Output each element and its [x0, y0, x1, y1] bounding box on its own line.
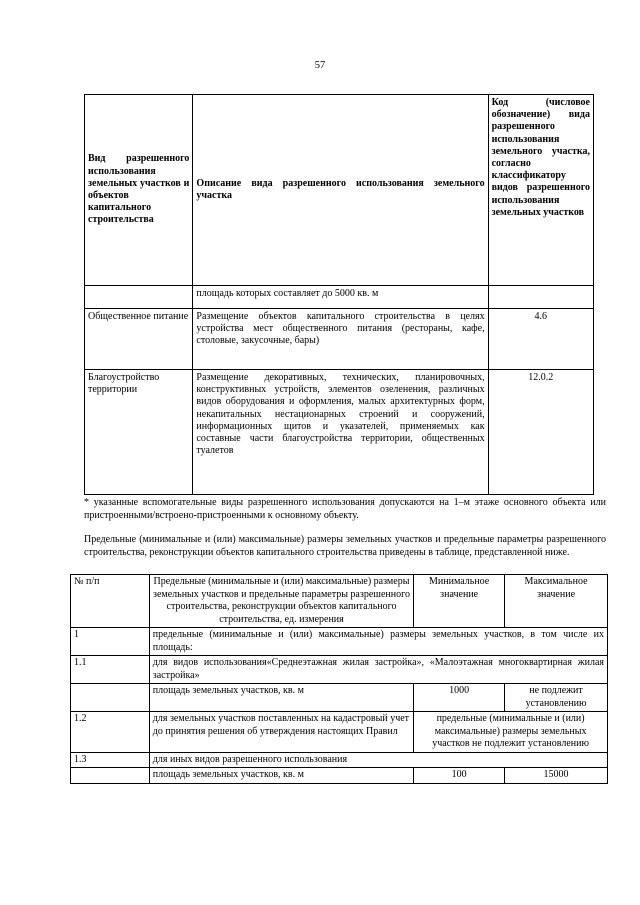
footnote: * указанные вспомогательные виды разрешенного использования допускаются на 1–м этаже основного объекта или пристроенными/встроено-пристроенными к основному объекту. [84, 497, 606, 521]
table-row [85, 286, 594, 309]
table-row [85, 370, 594, 495]
row-number: 1 [71, 628, 150, 656]
row-code: 4.6 [488, 309, 593, 370]
table-row [85, 309, 594, 370]
row-description: Размещение объектов капитального строительства в целях устройства мест общественного питания (рестораны, кафе, столовые, закусочные, бары) [193, 309, 488, 370]
header-max: Максимальное значение [505, 575, 608, 628]
row-use-type: Общественное питание [85, 309, 193, 370]
row-max: 15000 [505, 768, 608, 784]
row-parameter: для земельных участков поставленных на кадастровый учет до принятия решения об утверждения настоящих Правил [149, 712, 413, 753]
row-use-type [85, 286, 193, 309]
row-number [71, 684, 150, 712]
header-description: Описание вида разрешенного использования земельного участка [193, 95, 488, 286]
parameters-table [70, 574, 608, 784]
header-parameter: Предельные (минимальные и (или) максимальные) размеры земельных участков и предельные параметры разрешенного строительства, реконструкции объектов капитального строительства, ед. измерения [149, 575, 413, 628]
page-number: 57 [314, 60, 326, 71]
intro-paragraph: Предельные (минимальные и (или) максимальные) размеры земельных участков и предельные параметры разрешенного строительства, реконструкции объектов капитального строительства приведены в таблице, представленной ниже. [84, 534, 606, 558]
row-text: предельные (минимальные и (или) максимальные) размеры земельных участков, в том числе их площадь: [149, 628, 607, 656]
row-number: 1.3 [71, 752, 150, 768]
table-row [71, 752, 608, 768]
row-code [488, 286, 593, 309]
header-min: Минимальное значение [414, 575, 505, 628]
row-text: для видов использования«Среднеэтажная жилая застройка», «Малоэтажная многоквартирная жилая застройка» [149, 656, 607, 684]
row-min: 1000 [414, 684, 505, 712]
row-parameter: площадь земельных участков, кв. м [149, 768, 413, 784]
row-value: предельные (минимальные и (или) максимальные) размеры земельных участков не подлежит установлению [414, 712, 608, 753]
table-row [71, 712, 608, 753]
row-parameter: площадь земельных участков, кв. м [149, 684, 413, 712]
row-use-type: Благоустройство территории [85, 370, 193, 495]
row-description: площадь которых составляет до 5000 кв. м [193, 286, 488, 309]
row-max: не подлежит установлению [505, 684, 608, 712]
row-code: 12.0.2 [488, 370, 593, 495]
table-row [71, 684, 608, 712]
row-text: для иных видов разрешенного использования [149, 752, 607, 768]
header-number: № п/п [71, 575, 150, 628]
table-row [71, 656, 608, 684]
table-row [71, 768, 608, 784]
table-row [71, 628, 608, 656]
header-code: Код (числовое обозначение) вида разрешенного использования земельного участка, согласно классификатору видов разрешенного использования земельных участков [488, 95, 593, 286]
table-header-row [85, 95, 594, 286]
row-number: 1.2 [71, 712, 150, 753]
table-header-row [71, 575, 608, 628]
land-use-table [84, 94, 594, 495]
row-number [71, 768, 150, 784]
row-number: 1.1 [71, 656, 150, 684]
header-use-type: Вид разрешенного использования земельных участков и объектов капитального строительства [85, 95, 193, 286]
row-min: 100 [414, 768, 505, 784]
row-description: Размещение декоративных, технических, планировочных, конструктивных устройств, элементов озеленения, различных видов оборудования и оформления, малых архитектурных форм, некапитальных нестационарных строений и сооружений, информационных щитов и указателей, применяемых как составные части благоустройства территории, общественных туалетов [193, 370, 488, 495]
